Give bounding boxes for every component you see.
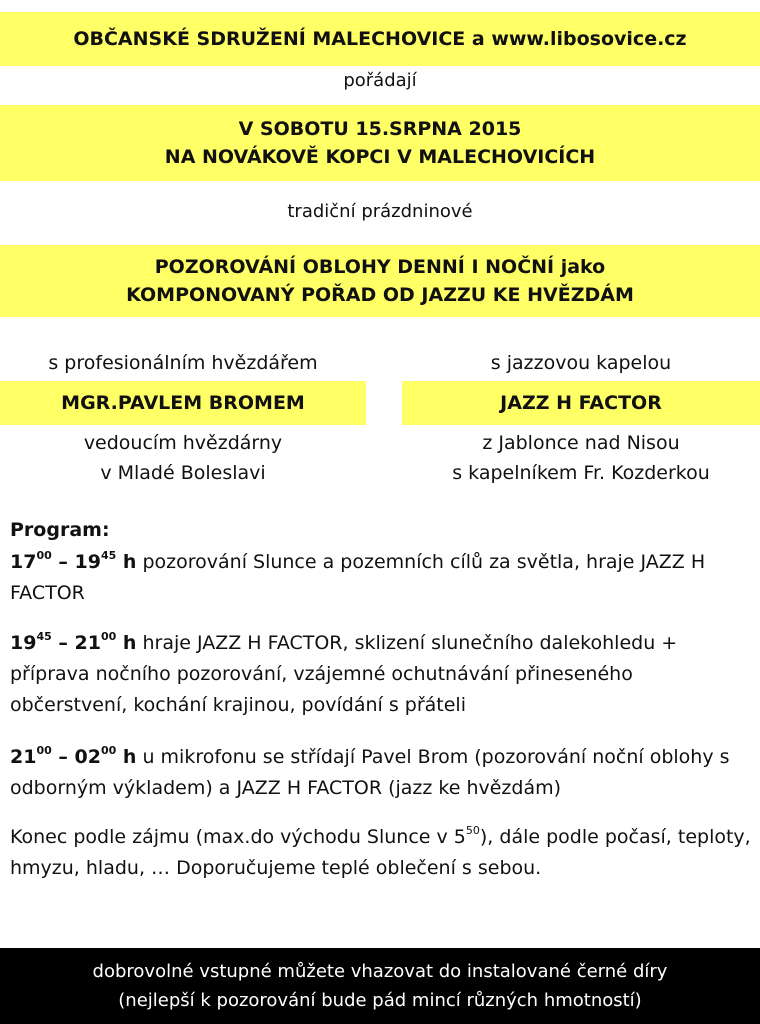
band-desc [402, 428, 760, 488]
band-name-box [402, 381, 760, 425]
astronomer-name-box [0, 381, 366, 425]
astronomer-name: MGR.PAVLEM BROMEM [61, 392, 305, 414]
astronomer-desc-line-1: vedoucím hvězdárny [83, 432, 283, 454]
organizers-text: OBČANSKÉ SDRUŽENÍ MALECHOVICE a www.libosovice.cz [73, 28, 687, 50]
program-item-3 [10, 742, 755, 804]
program-item-1 [10, 547, 755, 609]
band-name: JAZZ H FACTOR [500, 392, 662, 414]
program-heading: Program: [10, 519, 110, 541]
date-place-banner [0, 105, 760, 181]
event-banner [0, 245, 760, 317]
program-item-1-time: $17^{00} - 19^{45}$ h [10, 548, 137, 573]
program-item-3-text: u mikrofonu se střídají Pavel Brom (pozorování noční oblohy s odborným výkladem) a JAZZ H FACTOR (jazz ke hvězdám) [10, 746, 730, 799]
date-line: V SOBOTU 15.SRPNA 2015 [238, 118, 522, 140]
footer-line-1: dobrovolné vstupné můžete vhazovat do instalované černé díry [92, 961, 668, 982]
footer-banner [0, 948, 760, 1024]
band-desc-line-1: z Jablonce nad Nisou [482, 432, 680, 454]
astronomer-desc [18, 428, 348, 488]
program-item-2-text: hraje JAZZ H FACTOR, sklizení slunečního dalekohledu + příprava nočního pozorování, vzájemné ochutnávání přineseného občerstvení, kochání krajinou, povídání s přáteli [10, 632, 678, 716]
astronomer-intro: s profesionálním hvězdářem [48, 352, 318, 374]
program-item-1-text: pozorování Slunce a pozemních cílů za světla, hraje JAZZ H FACTOR [10, 551, 706, 604]
band-intro: s jazzovou kapelou [490, 352, 672, 374]
program-note: Konec podle zájmu (max.do východu Slunce v $5^{50}$), dále podle počasí, teploty, hmyzu, hladu, … Doporučujeme teplé oblečení s sebou. [10, 823, 751, 879]
program-item-2-time: $19^{45} - 21^{00}$ h [10, 629, 137, 654]
program-item-2 [10, 628, 755, 721]
band-desc-line-2: s kapelníkem Fr. Kozderkou [452, 462, 710, 484]
event-line-2: KOMPONOVANÝ POŘAD OD JAZZU KE HVĚZDÁM [126, 284, 634, 306]
footer-line-2: (nejlepší k pozorování bude pád mincí různých hmotností) [118, 990, 642, 1011]
presents-text: pořádají [343, 70, 417, 91]
place-line: NA NOVÁKOVĚ KOPCI V MALECHOVICÍCH [164, 146, 596, 168]
organizers-banner [0, 12, 760, 66]
subtitle-text: tradiční prázdninové [287, 201, 473, 222]
program-item-3-time: $21^{00} - 02^{00}$ h [10, 743, 137, 768]
astronomer-desc-line-2: v Mladé Boleslavi [100, 462, 266, 484]
event-line-1: POZOROVÁNÍ OBLOHY DENNÍ I NOČNÍ jako [154, 256, 606, 278]
